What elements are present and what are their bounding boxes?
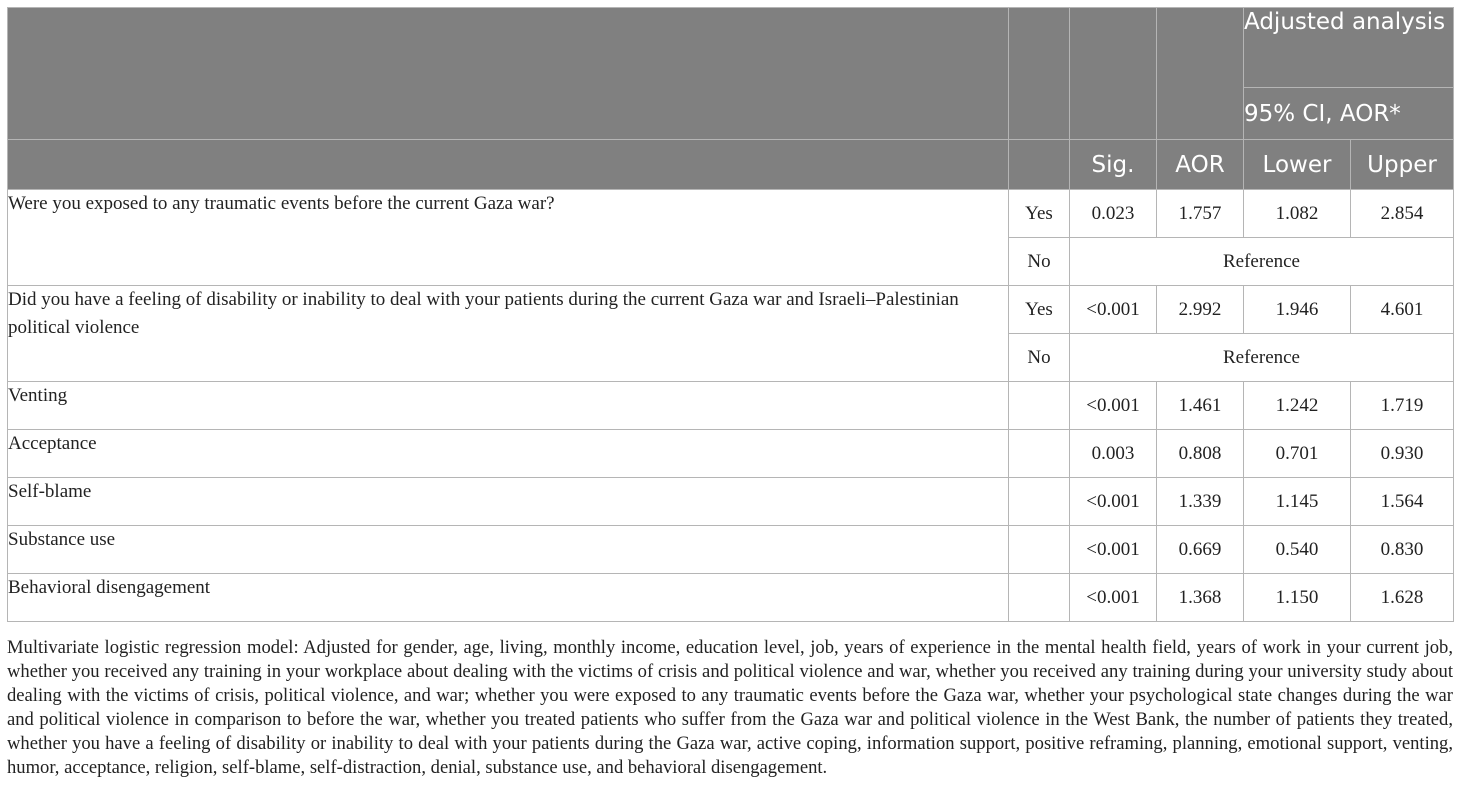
- header-blank-cell: [1070, 8, 1157, 140]
- label-cell: Behavioral disengagement: [8, 574, 1009, 622]
- empty-cell: [1009, 526, 1070, 574]
- upper-cell: 1.719: [1351, 382, 1454, 430]
- empty-cell: [1009, 430, 1070, 478]
- reference-cell: Reference: [1070, 238, 1454, 286]
- upper-cell: 1.628: [1351, 574, 1454, 622]
- sig-cell: <0.001: [1070, 286, 1157, 334]
- empty-cell: [1009, 574, 1070, 622]
- header-blank-cell: [1157, 8, 1244, 140]
- label-cell: Venting: [8, 382, 1009, 430]
- lower-cell: 1.150: [1244, 574, 1351, 622]
- empty-cell: [1009, 478, 1070, 526]
- no-cell: No: [1009, 238, 1070, 286]
- regression-table: [7, 7, 1454, 622]
- lower-cell: 1.242: [1244, 382, 1351, 430]
- lower-cell: 1.145: [1244, 478, 1351, 526]
- table-footnote: Multivariate logistic regression model: Adjusted for gender, age, living, monthly income, education level, job, years of experience in the mental health field, years of work in your current job, whether you received any training in your workplace about dealing with the victims of crisis and political violence and war, whether you received any training during your university study about dealing with the victims of crisis, political violence, and war; whether you were exposed to any traumatic events before the Gaza war, whether your psychological state changes during the war and political violence in comparison to before the war, whether you treated patients who suffer from the Gaza war and political violence in the West Bank, the number of patients they treated, whether you have a feeling of disability or inability to deal with your patients during the Gaza war, active coping, information support, positive reframing, planning, emotional support, venting, humor, acceptance, religion, self-blame, self-distraction, denial, substance use, and behavioral disengagement.: [7, 637, 1453, 778]
- upper-cell: 4.601: [1351, 286, 1454, 334]
- table-row: [8, 526, 1454, 574]
- sig-header: Sig.: [1070, 140, 1157, 190]
- header-row-top: [8, 8, 1454, 88]
- upper-cell: 2.854: [1351, 190, 1454, 238]
- sig-cell: <0.001: [1070, 574, 1157, 622]
- aor-cell: 2.992: [1157, 286, 1244, 334]
- table-row: [8, 430, 1454, 478]
- aor-cell: 1.368: [1157, 574, 1244, 622]
- lower-header: Lower: [1244, 140, 1351, 190]
- sig-cell: <0.001: [1070, 526, 1157, 574]
- header-blank-cell: [1009, 140, 1070, 190]
- sig-cell: <0.001: [1070, 478, 1157, 526]
- label-cell: Acceptance: [8, 430, 1009, 478]
- aor-cell: 1.339: [1157, 478, 1244, 526]
- table-row: [8, 190, 1454, 238]
- upper-cell: 0.830: [1351, 526, 1454, 574]
- lower-cell: 1.946: [1244, 286, 1351, 334]
- question-cell: Were you exposed to any traumatic events before the current Gaza war?: [8, 190, 1009, 286]
- adjusted-analysis-header: Adjusted analysis: [1244, 8, 1454, 88]
- header-row-bottom: [8, 140, 1454, 190]
- lower-cell: 0.540: [1244, 526, 1351, 574]
- sig-cell: <0.001: [1070, 382, 1157, 430]
- table-row: [8, 478, 1454, 526]
- header-blank-cell: [8, 140, 1009, 190]
- aor-header: AOR: [1157, 140, 1244, 190]
- aor-cell: 1.461: [1157, 382, 1244, 430]
- lower-cell: 1.082: [1244, 190, 1351, 238]
- header-blank-cell: [1009, 8, 1070, 140]
- sig-cell: 0.023: [1070, 190, 1157, 238]
- no-cell: No: [1009, 334, 1070, 382]
- label-cell: Self-blame: [8, 478, 1009, 526]
- upper-cell: 1.564: [1351, 478, 1454, 526]
- sig-cell: 0.003: [1070, 430, 1157, 478]
- aor-cell: 1.757: [1157, 190, 1244, 238]
- table-row: [8, 382, 1454, 430]
- table-row: [8, 574, 1454, 622]
- table-row: [8, 286, 1454, 334]
- empty-cell: [1009, 382, 1070, 430]
- ci-header: 95% CI, AOR*: [1244, 88, 1454, 140]
- upper-cell: 0.930: [1351, 430, 1454, 478]
- upper-header: Upper: [1351, 140, 1454, 190]
- label-cell: Substance use: [8, 526, 1009, 574]
- yes-cell: Yes: [1009, 286, 1070, 334]
- aor-cell: 0.808: [1157, 430, 1244, 478]
- question-cell: Did you have a feeling of disability or inability to deal with your patients during the current Gaza war and Israeli–Palestinian political violence: [8, 286, 1009, 382]
- lower-cell: 0.701: [1244, 430, 1351, 478]
- reference-cell: Reference: [1070, 334, 1454, 382]
- yes-cell: Yes: [1009, 190, 1070, 238]
- aor-cell: 0.669: [1157, 526, 1244, 574]
- header-blank-cell: [8, 8, 1009, 140]
